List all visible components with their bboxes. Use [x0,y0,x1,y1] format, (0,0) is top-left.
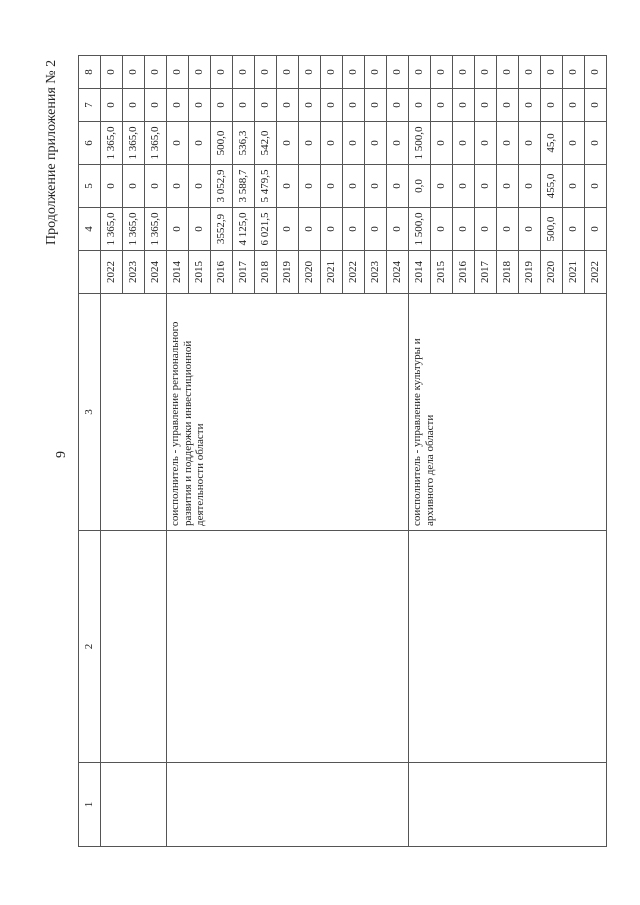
value-cell: 0 [585,208,607,251]
year-cell: 2018 [255,251,277,294]
value-cell: 0 [321,89,343,122]
value-cell: 500,0 [211,122,233,165]
year-cell: 2014 [409,251,431,294]
value-cell: 0 [497,89,519,122]
year-cell: 2022 [343,251,365,294]
value-cell: 0 [453,208,475,251]
header-cell: 5 [79,165,101,208]
empty-cell [167,763,409,847]
value-cell: 0 [299,89,321,122]
value-cell: 1 500,0 [409,208,431,251]
value-cell: 0 [387,165,409,208]
value-cell: 0 [563,56,585,89]
year-cell: 2023 [123,251,145,294]
value-cell: 0 [123,56,145,89]
appendix-title: Продолжение приложения № 2 [44,59,59,245]
table-row [101,56,123,847]
value-cell: 0 [365,122,387,165]
year-cell: 2020 [541,251,563,294]
year-cell: 2017 [233,251,255,294]
value-cell: 0 [321,165,343,208]
value-cell: 3 588,7 [233,165,255,208]
value-cell: 0 [277,89,299,122]
executor-description: соисполнитель - управление регионального развития и поддержки инвестиционной деятельности области [167,294,409,531]
value-cell: 0 [255,89,277,122]
empty-cell [409,531,607,763]
value-cell: 0 [321,56,343,89]
empty-cell [167,531,409,763]
value-cell: 0 [123,89,145,122]
value-cell: 0 [519,165,541,208]
value-cell: 0 [277,122,299,165]
budget-table [78,55,607,847]
value-cell: 0 [497,208,519,251]
value-cell: 5 479,5 [255,165,277,208]
value-cell: 0 [321,208,343,251]
value-cell: 0 [431,56,453,89]
empty-cell [101,763,167,847]
year-cell: 2019 [277,251,299,294]
year-cell: 2022 [585,251,607,294]
value-cell: 0 [343,208,365,251]
value-cell: 0 [299,208,321,251]
value-cell: 0 [167,122,189,165]
value-cell: 0,0 [409,165,431,208]
value-cell: 0 [431,122,453,165]
value-cell: 0 [563,122,585,165]
value-cell: 0 [365,56,387,89]
value-cell: 500,0 [541,208,563,251]
value-cell: 0 [167,56,189,89]
value-cell: 0 [563,165,585,208]
table-row [167,56,189,847]
header-cell: 4 [79,208,101,251]
value-cell: 0 [101,56,123,89]
empty-cell [101,531,167,763]
value-cell: 0 [431,208,453,251]
table-row [409,56,431,847]
header-cell: 7 [79,89,101,122]
value-cell: 0 [299,56,321,89]
value-cell: 0 [387,208,409,251]
value-cell: 0 [497,122,519,165]
value-cell: 0 [585,89,607,122]
value-cell: 0 [343,165,365,208]
year-cell: 2014 [167,251,189,294]
value-cell: 0 [453,165,475,208]
value-cell: 0 [123,165,145,208]
value-cell: 45,0 [541,122,563,165]
value-cell: 0 [519,122,541,165]
value-cell: 0 [497,56,519,89]
value-cell: 0 [585,56,607,89]
value-cell: 1 365,0 [145,122,167,165]
year-cell: 2015 [431,251,453,294]
value-cell: 0 [475,122,497,165]
value-cell: 0 [563,89,585,122]
value-cell: 0 [387,56,409,89]
empty-cell [409,763,607,847]
value-cell: 0 [475,208,497,251]
year-cell: 2016 [453,251,475,294]
value-cell: 0 [167,89,189,122]
value-cell: 0 [409,89,431,122]
value-cell: 0 [145,89,167,122]
value-cell: 1 365,0 [101,122,123,165]
value-cell: 0 [233,89,255,122]
value-cell: 0 [541,56,563,89]
value-cell: 0 [453,122,475,165]
value-cell: 536,3 [233,122,255,165]
value-cell: 0 [277,56,299,89]
year-cell: 2021 [563,251,585,294]
value-cell: 0 [189,208,211,251]
value-cell: 0 [167,165,189,208]
value-cell: 0 [585,165,607,208]
value-cell: 0 [277,165,299,208]
value-cell: 1 500,0 [409,122,431,165]
value-cell: 0 [365,165,387,208]
year-cell: 2022 [101,251,123,294]
table-body [101,56,607,847]
value-cell: 0 [299,165,321,208]
value-cell: 1 365,0 [101,208,123,251]
value-cell: 0 [453,89,475,122]
value-cell: 0 [211,89,233,122]
year-cell: 2024 [387,251,409,294]
value-cell: 6 021,5 [255,208,277,251]
executor-description: соисполнитель - управление культуры и архивного дела области [409,294,607,531]
value-cell: 0 [233,56,255,89]
value-cell: 0 [387,89,409,122]
year-cell: 2024 [145,251,167,294]
value-cell: 0 [321,122,343,165]
year-cell: 2021 [321,251,343,294]
value-cell: 542,0 [255,122,277,165]
value-cell: 0 [343,56,365,89]
value-cell: 0 [101,89,123,122]
value-cell: 0 [365,208,387,251]
value-cell: 0 [189,165,211,208]
value-cell: 3 052,9 [211,165,233,208]
header-cell-empty [79,251,101,294]
value-cell: 0 [453,56,475,89]
year-cell: 2018 [497,251,519,294]
header-cell: 8 [79,56,101,89]
empty-cell [101,294,167,531]
value-cell: 0 [585,122,607,165]
value-cell: 0 [519,56,541,89]
value-cell: 1 365,0 [123,208,145,251]
value-cell: 0 [189,56,211,89]
value-cell: 0 [431,89,453,122]
value-cell: 0 [365,89,387,122]
value-cell: 3552,9 [211,208,233,251]
year-cell: 2020 [299,251,321,294]
year-cell: 2017 [475,251,497,294]
value-cell: 0 [475,165,497,208]
value-cell: 0 [299,122,321,165]
value-cell: 0 [387,122,409,165]
header-cell: 2 [79,531,101,763]
value-cell: 0 [409,56,431,89]
value-cell: 0 [563,208,585,251]
value-cell: 0 [475,56,497,89]
value-cell: 0 [519,208,541,251]
value-cell: 0 [211,56,233,89]
value-cell: 0 [167,208,189,251]
year-cell: 2015 [189,251,211,294]
value-cell: 0 [343,122,365,165]
value-cell: 0 [541,89,563,122]
value-cell: 0 [431,165,453,208]
value-cell: 0 [189,89,211,122]
value-cell: 0 [343,89,365,122]
year-cell: 2016 [211,251,233,294]
value-cell: 1 365,0 [145,208,167,251]
value-cell: 4 125,0 [233,208,255,251]
header-row [79,56,101,847]
header-cell: 1 [79,763,101,847]
header-cell: 6 [79,122,101,165]
value-cell: 455,0 [541,165,563,208]
value-cell: 0 [145,165,167,208]
value-cell: 0 [497,165,519,208]
year-cell: 2019 [519,251,541,294]
page-number: 9 [54,451,69,458]
value-cell: 0 [277,208,299,251]
value-cell: 0 [519,89,541,122]
value-cell: 0 [189,122,211,165]
value-cell: 0 [101,165,123,208]
year-cell: 2023 [365,251,387,294]
value-cell: 0 [255,56,277,89]
header-cell: 3 [79,294,101,531]
value-cell: 0 [475,89,497,122]
value-cell: 1 365,0 [123,122,145,165]
value-cell: 0 [145,56,167,89]
